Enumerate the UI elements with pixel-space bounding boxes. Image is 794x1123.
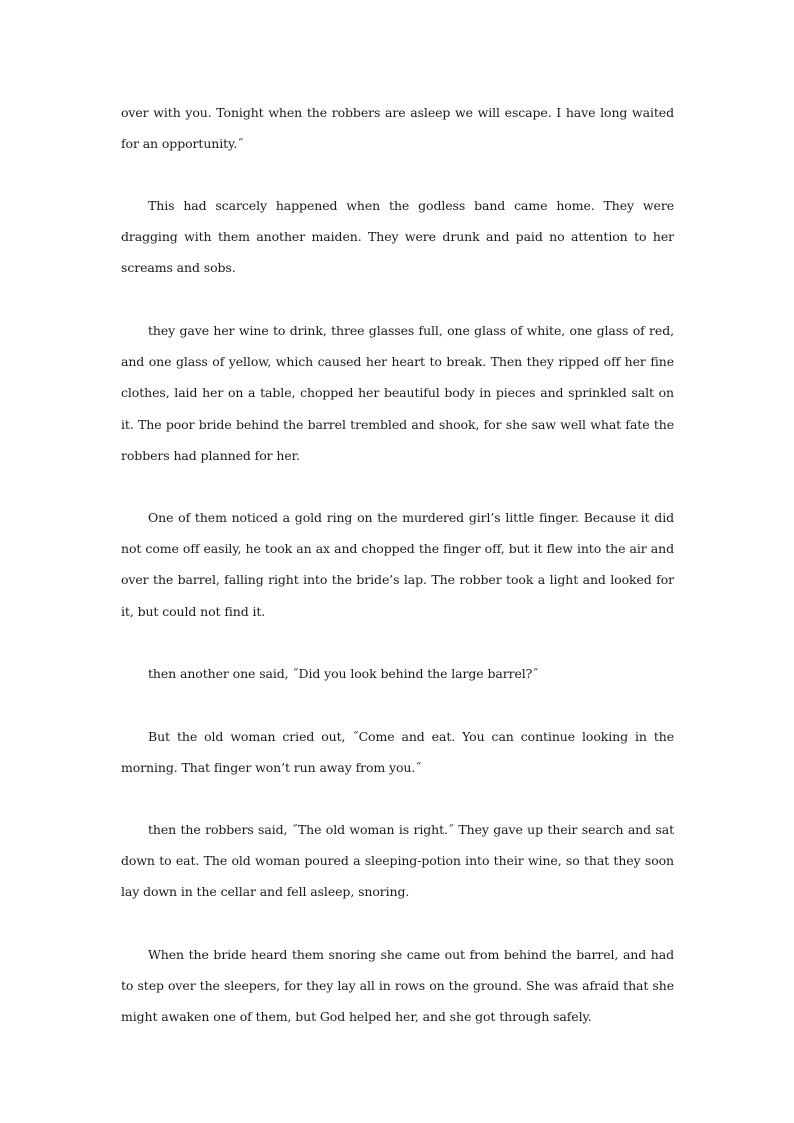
paragraph-sleeping-potion: then the robbers said, ˝The old woman is right.˝ They gave up their search and sat down to eat. The old woman poured a sleeping-potion into their wine, so that they soon lay down in the cellar and fell asleep, snoring.: [121, 822, 674, 900]
paragraph-old-woman: But the old woman cried out, ˝Come and eat. You can continue looking in the morning. That finger won’t run away from you.˝: [121, 729, 674, 776]
paragraph-continuation: over with you. Tonight when the robbers are asleep we will escape. I have long waited for an opportunity.˝: [121, 105, 674, 152]
paragraph-gold-ring: One of them noticed a gold ring on the murdered girl’s little finger. Because it did not come off easily, he took an ax and chopped the finger off, but it flew into the air and over the barrel, falling right into the bride’s lap. The robber took a light and looked for it, but could not find it.: [121, 510, 674, 619]
paragraph-large-barrel: then another one said, ˝Did you look behind the large barrel?˝: [148, 666, 539, 681]
paragraph-wine: they gave her wine to drink, three glasses full, one glass of white, one glass of red, and one glass of yellow, which caused her heart to break. Then they ripped off her fine clothes, laid her on a table, chopped her beautiful body in pieces and sprinkled salt on it. The poor bride behind the barrel trembled and shook, for she saw well what fate the robbers had planned for her.: [121, 323, 674, 463]
paragraph-escape: When the bride heard them snoring she came out from behind the barrel, and had to step over the sleepers, for they lay all in rows on the ground. She was afraid that she might awaken one of them, but God helped her, and she got through safely.: [121, 947, 674, 1025]
paragraph-godless-band: This had scarcely happened when the godless band came home. They were dragging with them another maiden. They were drunk and paid no attention to her screams and sobs.: [121, 198, 674, 276]
